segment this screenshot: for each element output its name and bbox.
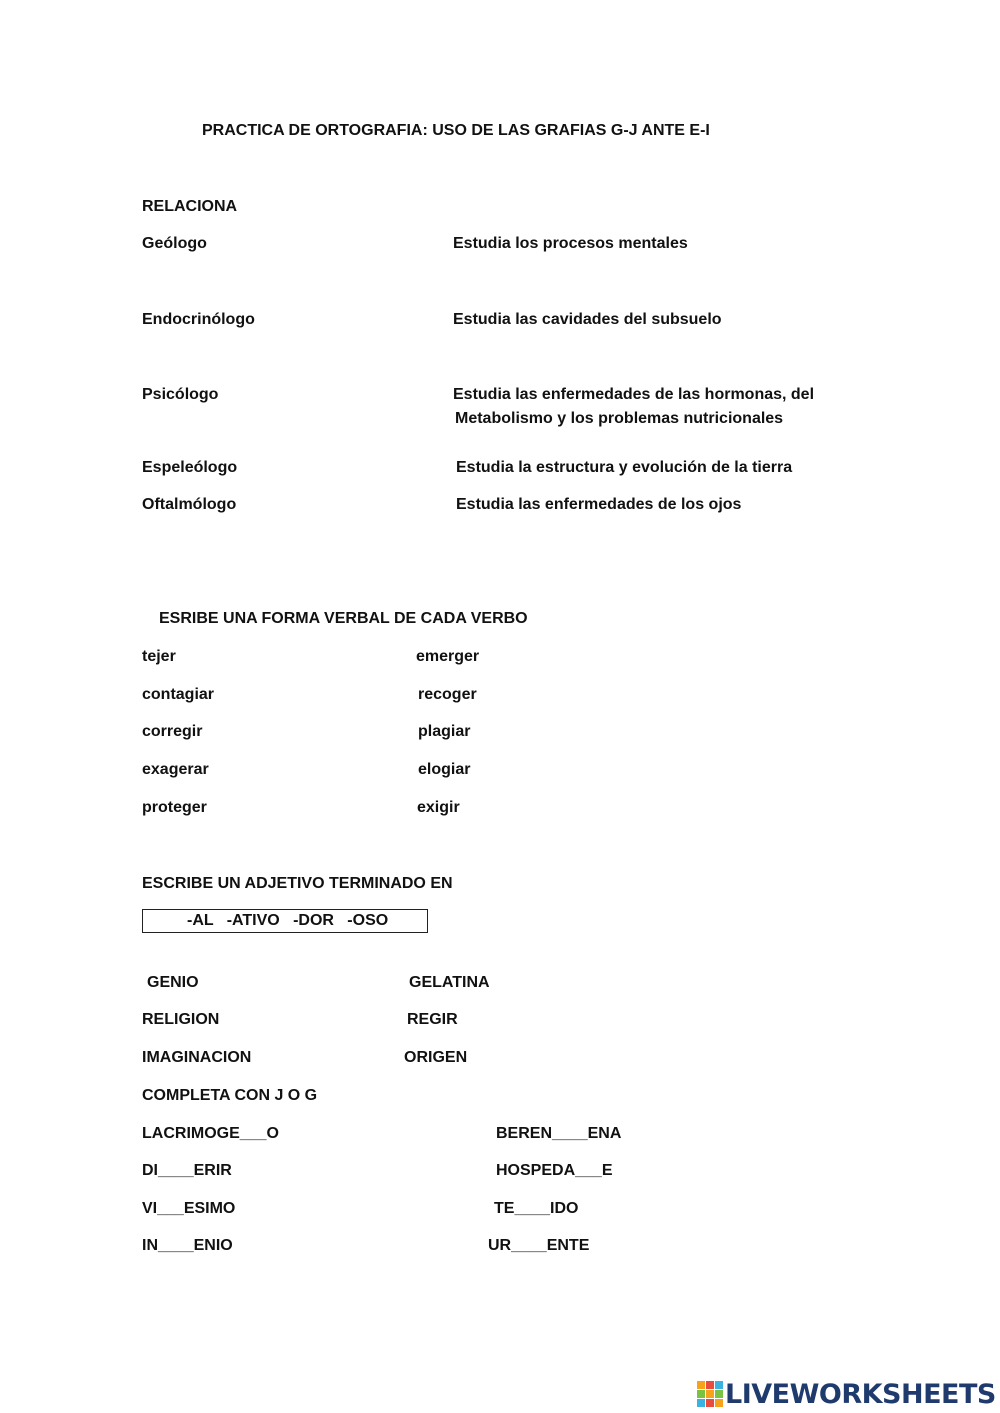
adjective-word: REGIR	[407, 1011, 458, 1028]
fill-in-word: HOSPEDA___E	[496, 1162, 613, 1179]
fill-in-word: TE____IDO	[494, 1200, 579, 1217]
adjective-word: RELIGION	[142, 1011, 220, 1028]
adjective-word: IMAGINACION	[142, 1049, 252, 1066]
verb-item: proteger	[142, 799, 207, 816]
relaciona-term: Oftalmólogo	[142, 496, 237, 513]
verb-item: corregir	[142, 723, 203, 740]
verb-item: exagerar	[142, 761, 209, 778]
relaciona-definition: Estudia los procesos mentales	[453, 235, 688, 252]
relaciona-term: Psicólogo	[142, 386, 219, 403]
verb-item: contagiar	[142, 686, 215, 703]
section-heading-verbos: ESRIBE UNA FORMA VERBAL DE CADA VERBO	[159, 610, 528, 627]
relaciona-definition: Estudia las cavidades del subsuelo	[453, 311, 722, 328]
fill-in-word: LACRIMOGE___O	[142, 1125, 279, 1142]
verb-item: exigir	[417, 799, 460, 816]
verb-item: emerger	[416, 648, 480, 665]
adjective-word: GELATINA	[409, 974, 490, 991]
adjective-word: ORIGEN	[404, 1049, 468, 1066]
fill-in-word: IN____ENIO	[142, 1237, 233, 1254]
section-heading-relaciona: RELACIONA	[142, 198, 238, 215]
section-heading-completa: COMPLETA CON J O G	[142, 1087, 318, 1104]
section-heading-adjetivos: ESCRIBE UN ADJETIVO TERMINADO EN	[142, 875, 453, 892]
page-title: PRACTICA DE ORTOGRAFIA: USO DE LAS GRAFIAS G-J ANTE E-I	[202, 122, 710, 139]
fill-in-word: UR____ENTE	[488, 1237, 590, 1254]
adjective-word: GENIO	[147, 974, 199, 991]
relaciona-term: Espeleólogo	[142, 459, 238, 476]
liveworksheets-logo	[697, 1378, 996, 1410]
relaciona-term: Geólogo	[142, 235, 207, 252]
verb-item: recoger	[418, 686, 477, 703]
relaciona-definition: Estudia la estructura y evolución de la tierra	[456, 459, 793, 476]
relaciona-term: Endocrinólogo	[142, 311, 255, 328]
verb-item: elogiar	[418, 761, 471, 778]
verb-item: tejer	[142, 648, 176, 665]
relaciona-definition: Estudia las enfermedades de los ojos	[456, 496, 742, 513]
relaciona-definition: Estudia las enfermedades de las hormonas, del	[453, 386, 815, 403]
fill-in-word: DI____ERIR	[142, 1162, 232, 1179]
endings-text: -AL -ATIVO -DOR -OSO	[187, 912, 389, 929]
relaciona-definition-continued: Metabolismo y los problemas nutricionales	[455, 410, 784, 427]
endings-box	[142, 909, 428, 933]
fill-in-word: VI___ESIMO	[142, 1200, 236, 1217]
verb-item: plagiar	[418, 723, 471, 740]
fill-in-word: BEREN____ENA	[496, 1125, 622, 1142]
liveworksheets-logo-text: LIVEWORKSHEETS	[725, 1378, 996, 1410]
liveworksheets-logo-icon	[697, 1381, 723, 1407]
